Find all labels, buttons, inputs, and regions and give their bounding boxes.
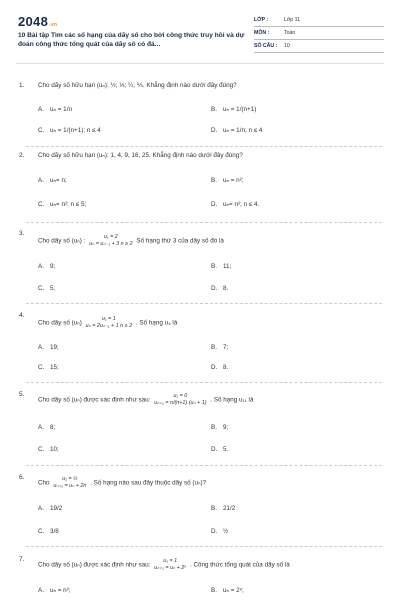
question-number: 1. xyxy=(19,82,25,89)
option-b[interactable]: B. uₙ = n²; xyxy=(211,177,244,184)
meta-value: Toán xyxy=(284,30,296,36)
question-5 xyxy=(16,389,384,453)
meta-value: 10 xyxy=(284,43,290,49)
recurrence-formula xyxy=(89,234,133,248)
stem-text: Cho dãy số (uₙ) : xyxy=(38,237,86,245)
question-number: 5. xyxy=(19,391,25,398)
formula-line-1: u₁ = ½ xyxy=(62,476,78,482)
option-a[interactable]: A. 19; xyxy=(38,344,59,351)
option-d[interactable]: D. ½ xyxy=(211,528,229,535)
option-b[interactable]: B. 7; xyxy=(211,344,229,351)
option-text: 10; xyxy=(50,446,59,453)
question-stem xyxy=(38,234,224,248)
meta-row-class xyxy=(254,14,384,27)
meta-label: MÔN : xyxy=(254,30,270,36)
recurrence-formula xyxy=(154,393,206,407)
question-number: 2. xyxy=(19,152,25,159)
question-separator xyxy=(26,222,382,223)
question-number: 4. xyxy=(19,312,25,319)
question-1 xyxy=(16,80,384,134)
question-6 xyxy=(16,472,384,535)
option-text: 9; xyxy=(223,424,229,431)
option-text: uₙ = n²; xyxy=(50,587,71,594)
option-text: 19; xyxy=(50,344,59,351)
option-b[interactable]: B. uₙ = 1/(n+1) xyxy=(211,106,257,113)
formula-line-1: u₁ = 0 xyxy=(173,393,188,399)
brand-logo[interactable] xyxy=(18,14,57,29)
question-separator xyxy=(26,546,382,547)
meta-row-count xyxy=(254,40,384,53)
option-c[interactable]: C. 3/8 xyxy=(38,528,59,535)
formula-line-1: u₁ = 1 xyxy=(163,558,178,564)
stem-text-end: . Số hạng u₄ là xyxy=(135,319,178,327)
formula-line-2: uₙ₊₁ = uₙ + 2n xyxy=(53,483,87,489)
option-b[interactable]: B. 9; xyxy=(211,424,229,431)
option-d[interactable]: D. 5. xyxy=(211,446,229,453)
option-a[interactable]: A. uₙ = n²; xyxy=(38,587,71,594)
recurrence-formula xyxy=(154,558,186,572)
option-d[interactable]: D. uₙ= n²; n ≤ 4. xyxy=(211,201,260,208)
question-stem xyxy=(38,316,177,330)
option-text: 15; xyxy=(50,364,59,371)
option-text: uₙ = 1/(n+1); n ≤ 4 xyxy=(50,127,101,134)
question-separator xyxy=(26,146,382,147)
option-text: 21/2 xyxy=(223,505,236,512)
stem-text: Cho dãy số (uₙ) được xác định như sau: xyxy=(38,396,151,404)
header-divider xyxy=(16,63,384,64)
option-text: uₙ = 2ⁿ; xyxy=(223,587,244,594)
stem-text-end: Số hạng thứ 3 của dãy số đó là xyxy=(136,237,224,245)
brand-name: 2048 xyxy=(18,14,49,29)
question-2 xyxy=(16,150,384,208)
question-stem: Cho dãy số hữu hạn (uₙ): ½; ⅓; ¼; ⅕. Khẳng định nào dưới đây đúng? xyxy=(38,82,237,89)
meta-row-subject xyxy=(254,27,384,40)
recurrence-formula xyxy=(53,476,86,490)
question-number: 3. xyxy=(19,230,25,237)
option-text: 19/2 xyxy=(50,505,63,512)
meta-value: Lớp 11 xyxy=(284,17,300,23)
meta-label: SỐ CÂU : xyxy=(254,43,278,49)
option-text: ½ xyxy=(223,528,229,535)
option-a[interactable]: A. 8; xyxy=(38,424,56,431)
stem-text-end: . Số hạng nào sau đây thuộc dãy số (uₙ)? xyxy=(90,479,207,487)
option-c[interactable]: C. 10; xyxy=(38,446,59,453)
question-number: 7. xyxy=(19,556,25,563)
option-d[interactable]: D. 8. xyxy=(211,285,229,292)
question-separator xyxy=(26,303,382,304)
option-text: 11; xyxy=(223,263,232,270)
option-d[interactable]: D. uₙ = 1/n; n ≤ 4 xyxy=(211,127,263,134)
option-c[interactable]: C. uₙ= n²; n ≤ 5; xyxy=(38,201,87,208)
formula-line-1: u₁ = 2 xyxy=(103,234,118,240)
option-text: 5. xyxy=(223,446,229,453)
option-a[interactable]: A. 9; xyxy=(38,263,56,270)
option-text: uₙ= n; xyxy=(50,177,67,184)
question-number: 6. xyxy=(19,474,25,481)
option-text: 8. xyxy=(223,285,229,292)
option-text: 3/8 xyxy=(50,528,59,535)
option-b[interactable]: B. 11; xyxy=(211,263,232,270)
option-text: uₙ= n²; n ≤ 4. xyxy=(223,201,260,208)
meta-label: LỚP : xyxy=(254,17,269,23)
worksheet-header xyxy=(16,14,386,59)
option-text: 5; xyxy=(50,285,56,292)
option-b[interactable]: B. uₙ = 2ⁿ; xyxy=(211,587,244,594)
option-text: uₙ = n²; xyxy=(223,177,244,184)
option-text: 8. xyxy=(223,364,229,371)
question-stem xyxy=(38,393,253,407)
stem-text: Cho dãy số (uₙ) xyxy=(38,319,82,327)
option-text: uₙ= n²; n ≤ 5; xyxy=(50,201,87,208)
formula-line-2: uₙ₊₁ = uₙ + 2ⁿ xyxy=(154,565,187,571)
stem-text-end: . Công thức tổng quát của dãy số là xyxy=(189,561,290,569)
option-d[interactable]: D. 8. xyxy=(211,364,229,371)
question-separator xyxy=(26,382,382,383)
question-stem xyxy=(38,558,290,572)
question-separator xyxy=(26,465,382,466)
option-a[interactable]: A. uₙ= n; xyxy=(38,177,67,184)
stem-text: Cho xyxy=(38,479,50,487)
option-text: 7; xyxy=(223,344,229,351)
option-c[interactable]: C. 5; xyxy=(38,285,56,292)
option-text: uₙ = 1/(n+1) xyxy=(223,106,257,113)
option-c[interactable]: C. uₙ = 1/(n+1); n ≤ 4 xyxy=(38,127,101,134)
question-stem: Cho dãy số hữu hạn (uₙ): 1, 4, 9, 16, 25. Khẳng định nào dưới đây đúng? xyxy=(38,152,243,159)
option-a[interactable]: A. uₙ = 1/n xyxy=(38,106,72,113)
meta-table xyxy=(254,14,384,53)
option-c[interactable]: C. 15; xyxy=(38,364,59,371)
option-text: uₙ = 1/n; n ≤ 4 xyxy=(223,127,263,134)
option-b[interactable]: B. 21/2 xyxy=(211,505,236,512)
recurrence-formula xyxy=(86,316,133,330)
document-title: 10 Bài tập Tìm các số hạng của dãy số cho bởi công thức truy hồi và dự đoán công thức tổng quát của dãy số có đá... xyxy=(18,32,245,48)
formula-line-2: uₙ = uₙ₋₁ + 3 n ≥ 2 xyxy=(89,241,133,247)
formula-line-2: uₙ₊₁ = n/(n+1) (uₙ + 1) xyxy=(154,400,207,406)
option-text: 9; xyxy=(50,263,56,270)
stem-text: Cho dãy số (uₙ) được xác định như sau: xyxy=(38,561,151,569)
option-a[interactable]: A. 19/2 xyxy=(38,505,63,512)
question-3 xyxy=(16,228,384,292)
formula-line-1: u₁ = 1 xyxy=(101,316,116,322)
question-stem xyxy=(38,476,206,490)
stem-text-end: . Số hạng u₁₁ là xyxy=(210,396,254,404)
formula-line-2: uₙ = 2uₙ₋₁ + 1 n ≥ 2 xyxy=(85,323,133,329)
option-text: 8; xyxy=(50,424,56,431)
option-text: uₙ = 1/n xyxy=(50,106,72,113)
question-7 xyxy=(16,554,384,594)
brand-domain: .vn xyxy=(49,22,58,28)
question-4 xyxy=(16,310,384,371)
